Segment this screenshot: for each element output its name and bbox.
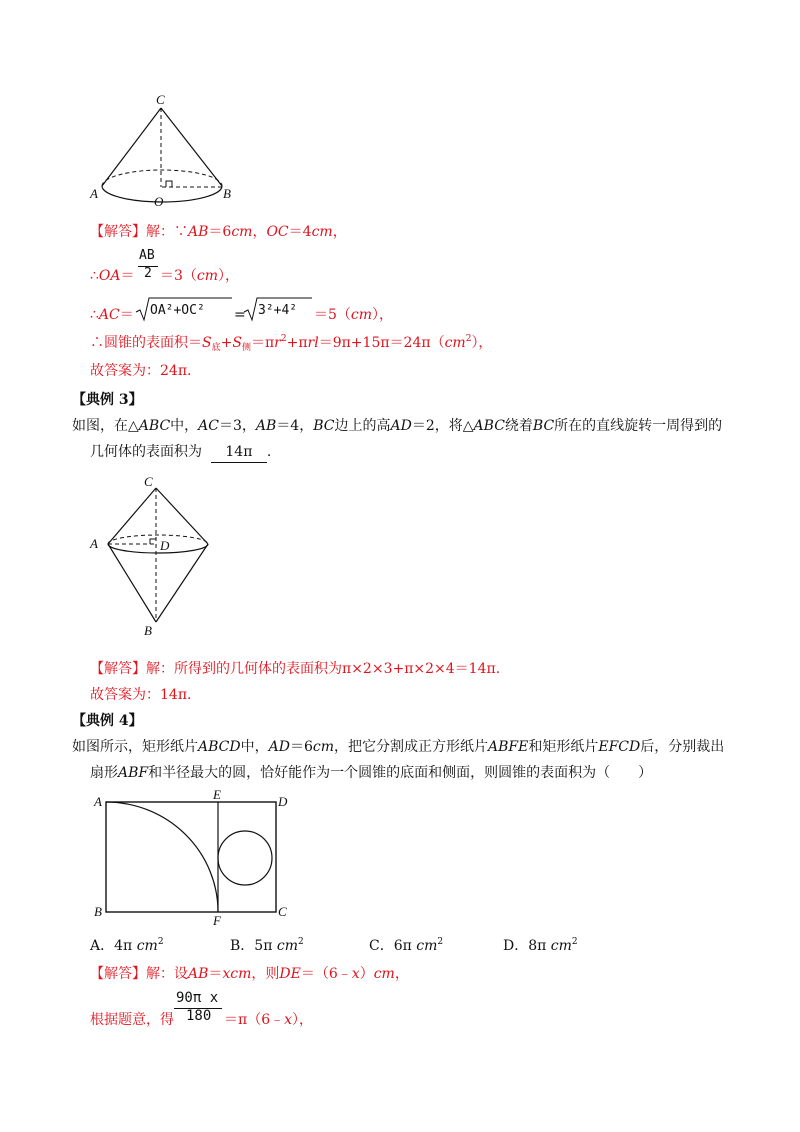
- option-c[interactable]: C．6π $cm^2$: [369, 937, 444, 954]
- example3-question-line2: 几何体的表面积为 14π .: [90, 442, 271, 463]
- example4-heading: 【典例 4】: [72, 713, 143, 729]
- fraction-180-denominator: 180: [186, 1008, 212, 1024]
- double-cone-label-c: C: [144, 474, 153, 489]
- option-d[interactable]: D．8π $cm^2$: [503, 937, 578, 954]
- cone-label-b: B: [223, 186, 231, 201]
- example4-solution-line1: 【解答】解：设AB＝xcm，则DE＝（6﹣x）cm，: [90, 966, 409, 982]
- rect-label-d: D: [278, 794, 288, 809]
- sol1-answer: 故答案为：24π.: [90, 363, 192, 379]
- rect-label-f: F: [213, 913, 221, 928]
- radicand-2: 3²+4²: [258, 303, 298, 318]
- double-cone-label-d: D: [160, 538, 170, 553]
- example3-solution: 【解答】解：所得到的几何体的表面积为π×2×3+π×2×4＝14π.: [90, 661, 501, 677]
- example3-heading: 【典例 3】: [72, 392, 143, 408]
- option-a[interactable]: A．4π $cm^2$: [90, 937, 164, 954]
- cone-label-a: A: [90, 186, 98, 201]
- answer-blank: 14π: [211, 442, 267, 463]
- double-cone-figure: [86, 472, 226, 642]
- rect-label-c: C: [278, 904, 287, 919]
- rect-label-b: B: [94, 904, 102, 919]
- sol1-line1: 【解答】解：∵AB＝6cm，OC＝4cm，: [90, 224, 347, 240]
- option-b[interactable]: B．5π $cm^2$: [230, 937, 304, 954]
- fraction-90pix-numerator: 90π x: [176, 990, 219, 1006]
- rect-label-e: E: [213, 790, 221, 802]
- fraction-ab-numerator: AB: [139, 248, 155, 263]
- sol1-line4: ∴圆锥的表面积$=S_底+S_侧=\pi r^2+\pi rl=9\pi+15\pi=24\pi(cm^2)$，: [90, 334, 493, 353]
- cone-figure: [80, 88, 250, 213]
- example4-question-line2: 扇形ABF和半径最大的圆，恰好能作为一个圆锥的底面和侧面，则圆锥的表面积为（ ）: [90, 765, 653, 781]
- cone-label-c: C: [156, 92, 165, 107]
- example3-question-line1: 如图，在△ABC中，AC＝3，AB＝4，BC边上的高AD＝2，将△ABC绕着BC所在的直线旋转一周得到的: [72, 418, 723, 434]
- fraction-ab-denominator: 2: [144, 266, 152, 281]
- rect-label-a: A: [94, 794, 102, 809]
- rectangle-figure: [90, 790, 300, 930]
- double-cone-label-b: B: [144, 623, 152, 638]
- example4-question-line1: 如图所示，矩形纸片ABCD中，AD＝6cm，把它分割成正方形纸片ABFE和矩形纸片EFCD后，分别裁出: [72, 739, 725, 755]
- cone-label-o: O: [154, 194, 164, 209]
- double-cone-label-a: A: [90, 536, 98, 551]
- example3-answer: 故答案为：14π.: [90, 687, 192, 703]
- radicand-1: OA²+OC²: [150, 303, 205, 318]
